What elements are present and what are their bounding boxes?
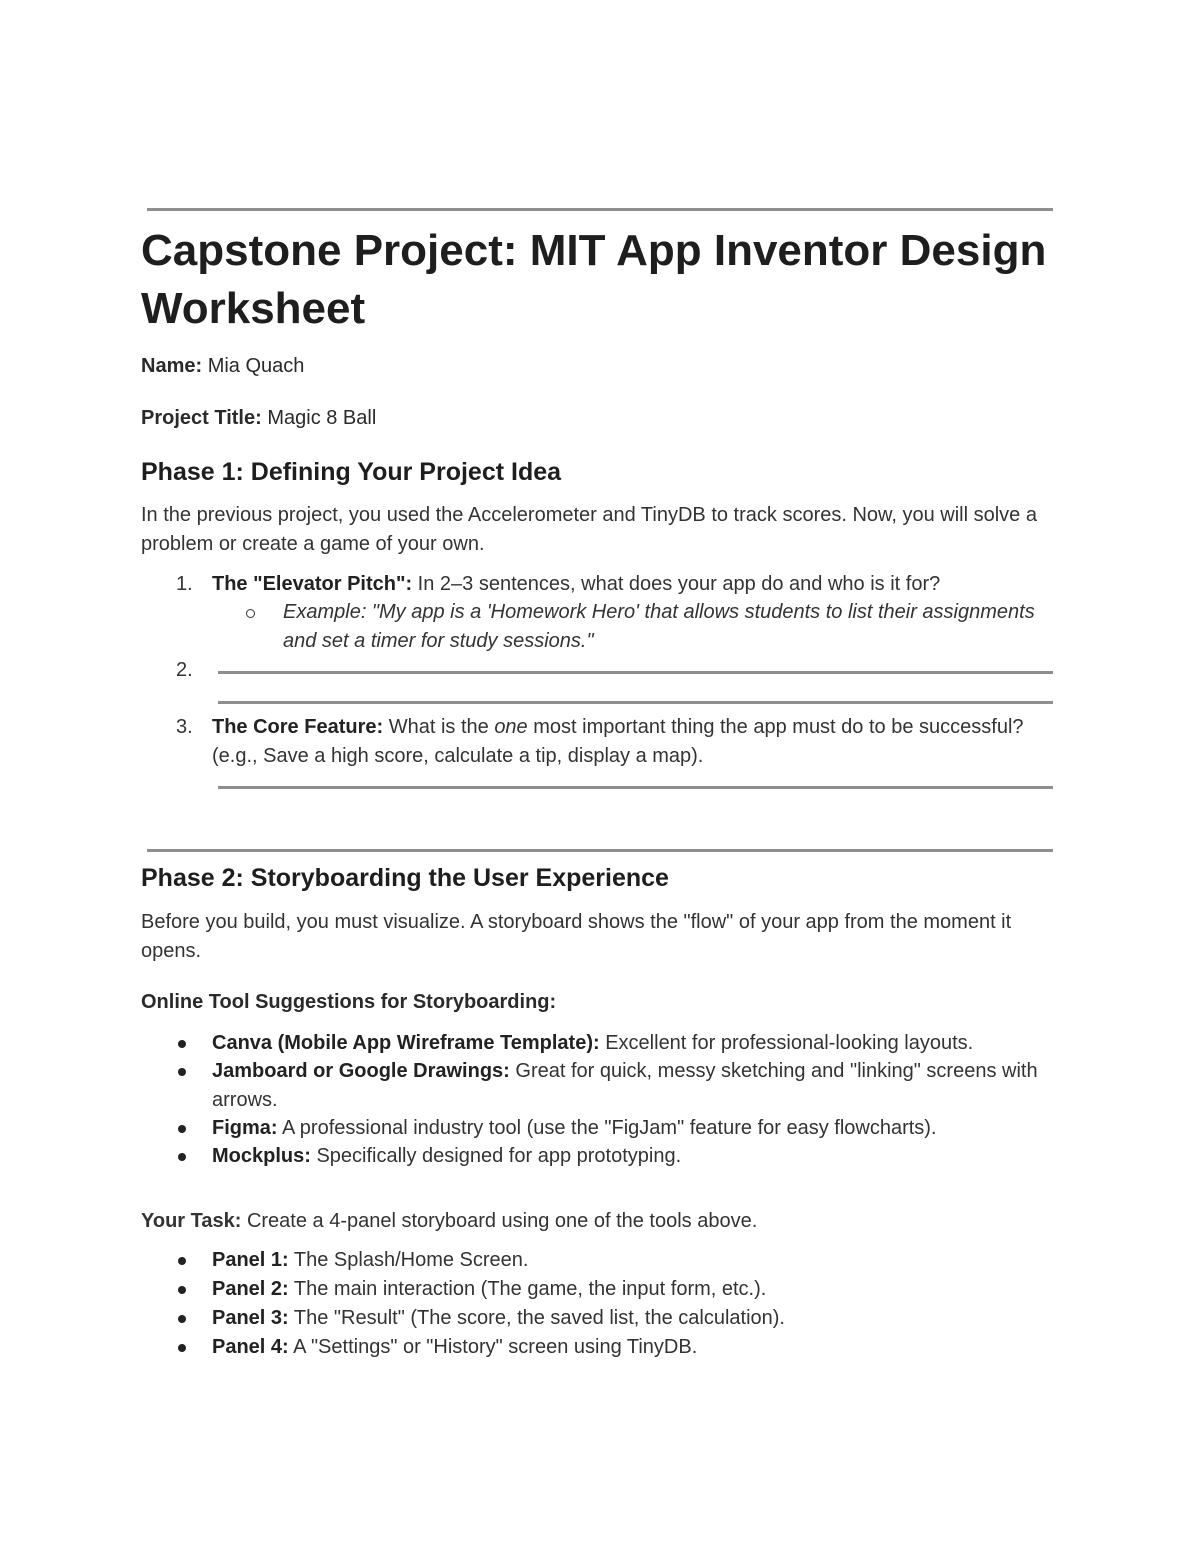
phase2-intro: Before you build, you must visualize. A storyboard shows the "flow" of your app from the moment it opens. [141, 911, 1012, 962]
tool-item: Canva (Mobile App Wireframe Template): Excellent for professional-looking layouts. [212, 1032, 974, 1054]
panel-item: Panel 2: The main interaction (The game, the input form, etc.). [212, 1278, 767, 1300]
section-divider [147, 849, 1053, 852]
item1-label: The "Elevator Pitch": [212, 573, 413, 595]
bullet-icon [178, 1344, 186, 1352]
phase1-intro: In the previous project, you used the Accelerometer and TinyDB to track scores. Now, you will solve a problem or create a game of your own. [141, 504, 1037, 555]
item3-emphasis: one [494, 716, 528, 738]
item1-example: Example: "My app is a 'Homework Hero' that allows students to list their assignments and set a timer for study sessions." [283, 601, 1035, 652]
task-paragraph: Your Task: Create a 4-panel storyboard using one of the tools above. [141, 1210, 758, 1232]
tool-item: Mockplus: Specifically designed for app prototyping. [212, 1145, 682, 1167]
answer-line-2[interactable] [218, 701, 1053, 704]
bullet-icon [178, 1068, 186, 1076]
phase2-heading: Phase 2: Storyboarding the User Experience [141, 864, 669, 892]
item3-number: 3. [176, 716, 193, 738]
task-label: Your Task: [141, 1210, 242, 1232]
project-title-value: Magic 8 Ball [267, 407, 377, 429]
phase1-heading: Phase 1: Defining Your Project Idea [141, 458, 562, 486]
item1-body: In 2–3 sentences, what does your app do and who is it for? [412, 573, 941, 595]
name-label: Name: [141, 355, 203, 377]
bullet-icon [178, 1257, 186, 1265]
hollow-bullet-icon [246, 609, 255, 618]
name-value: Mia Quach [207, 355, 305, 377]
panel-item: Panel 4: A "Settings" or "History" screen using TinyDB. [212, 1336, 698, 1358]
bullet-icon [178, 1315, 186, 1323]
bullet-icon [178, 1125, 186, 1133]
answer-line-1[interactable] [218, 671, 1053, 674]
bullet-icon [178, 1040, 186, 1048]
name-field [141, 352, 304, 380]
item1-number: 1. [176, 573, 193, 595]
tools-heading: Online Tool Suggestions for Storyboarding: [141, 991, 557, 1013]
project-title-field [141, 404, 376, 432]
panel-item: Panel 1: The Splash/Home Screen. [212, 1249, 529, 1271]
item3-label: The Core Feature: [212, 716, 384, 738]
item3-text: The Core Feature: What is the one most important thing the app must do to be successful? (e.g., Save a high score, calculate a tip, display a map). [212, 716, 1024, 767]
top-divider [147, 208, 1053, 211]
tool-item: Jamboard or Google Drawings: Great for quick, messy sketching and "linking" screens with arrows. [212, 1060, 1038, 1111]
item2-number: 2. [176, 659, 193, 681]
bullet-icon [178, 1153, 186, 1161]
item1-text [212, 570, 1072, 599]
document-title: Capstone Project: MIT App Inventor Design Worksheet [141, 226, 1047, 333]
tool-item: Figma: A professional industry tool (use the "FigJam" feature for easy flowcharts). [212, 1117, 937, 1139]
project-title-label: Project Title: [141, 407, 262, 429]
answer-line-3[interactable] [218, 786, 1053, 789]
bullet-icon [178, 1286, 186, 1294]
panel-item: Panel 3: The "Result" (The score, the saved list, the calculation). [212, 1307, 785, 1329]
